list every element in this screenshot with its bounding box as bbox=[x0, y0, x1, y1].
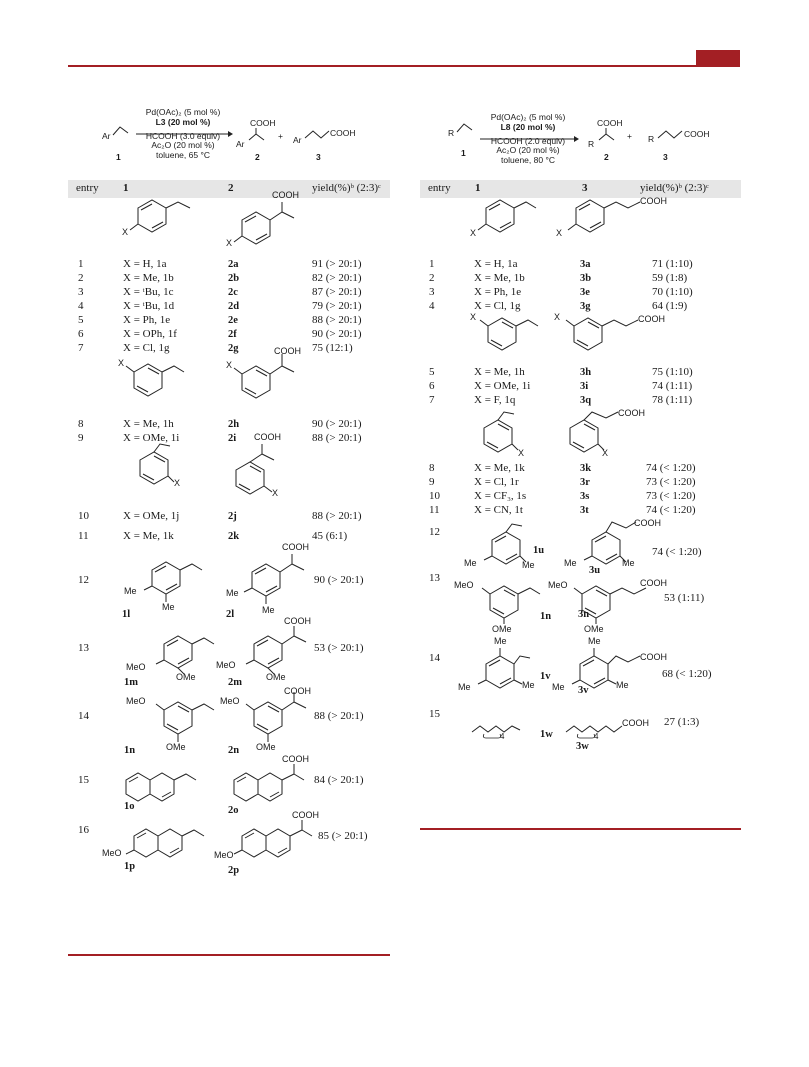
right-struct-para-substrate bbox=[470, 200, 550, 249]
right-scheme-product2-label: R bbox=[648, 134, 655, 144]
x-label: X bbox=[272, 488, 279, 498]
product-label: 2e bbox=[228, 315, 238, 326]
meo-label: MeO bbox=[126, 696, 146, 706]
substrate-label: X = Cl, 1g bbox=[123, 342, 170, 354]
entry-number: 16 bbox=[78, 824, 89, 836]
me-label: Me bbox=[564, 558, 577, 568]
entry-number: 15 bbox=[78, 774, 89, 786]
right-struct-para-product bbox=[556, 196, 670, 249]
entry-number: 7 bbox=[429, 394, 435, 406]
entry-number: 11 bbox=[78, 530, 89, 542]
right-scheme-product2-number: 3 bbox=[663, 152, 668, 162]
product-label: 3r bbox=[580, 477, 590, 488]
x-label: X bbox=[226, 360, 233, 370]
left-scheme-product2-number: 3 bbox=[316, 152, 321, 162]
meo-label: MeO bbox=[102, 848, 122, 858]
product-label: 2c bbox=[228, 287, 238, 298]
entry-number: 10 bbox=[429, 490, 440, 502]
cooh-label: COOH bbox=[282, 542, 309, 552]
left-scheme-substrate-number: 1 bbox=[116, 152, 121, 162]
product-label: 2o bbox=[228, 805, 239, 816]
yield-value: 88 (> 20:1) bbox=[312, 432, 362, 444]
substrate-label: X = Me, 1k bbox=[123, 530, 174, 542]
entry-number: 15 bbox=[429, 708, 440, 720]
yield-value: 88 (> 20:1) bbox=[314, 710, 364, 722]
substrate-label: X = Me, 1b bbox=[474, 272, 525, 284]
right-cond-4: Ac₂O (20 mol %) bbox=[496, 145, 560, 156]
meo-label: MeO bbox=[454, 580, 474, 590]
left-scheme-product1-label: Ar bbox=[236, 139, 245, 149]
yield-value: 68 (< 1:20) bbox=[662, 668, 712, 680]
substrate-label: 1l bbox=[122, 609, 131, 620]
left-struct-para-substrate bbox=[120, 200, 210, 255]
left-scheme-product1-number: 2 bbox=[255, 152, 260, 162]
left-col-yield: yield(%)ᵇ (2:3)ᶜ bbox=[312, 182, 381, 194]
left-table-bottom-rule bbox=[68, 954, 390, 956]
ome-label: OMe bbox=[584, 624, 604, 634]
cooh-label: COOH bbox=[618, 408, 645, 418]
yield-value: 78 (1:11) bbox=[652, 394, 693, 406]
me-label: Me bbox=[162, 602, 175, 612]
right-cond-3: HCOOH (2.0 equiv) bbox=[490, 135, 566, 146]
x-label: X bbox=[518, 448, 525, 458]
substrate-label: X = ᵗBu, 1c bbox=[123, 286, 174, 298]
substrate-label: X = Cl, 1g bbox=[474, 300, 521, 312]
right-struct-ortho-substrate bbox=[480, 416, 540, 461]
entry-number: 4 bbox=[429, 300, 435, 312]
substrate-label: 1w bbox=[540, 729, 553, 740]
right-scheme-substrate-label: R bbox=[448, 128, 455, 138]
left-cond-2: L3 (20 mol %) bbox=[155, 116, 211, 127]
entry-number: 7 bbox=[78, 342, 84, 354]
x-label: X bbox=[174, 478, 181, 488]
me-label: Me bbox=[522, 560, 535, 570]
entry-number: 10 bbox=[78, 510, 89, 522]
product-label: 2f bbox=[228, 329, 237, 340]
substrate-label: X = Me, 1b bbox=[123, 272, 174, 284]
substrate-label: X = Me, 1h bbox=[123, 418, 174, 430]
substrate-label: X = H, 1a bbox=[123, 258, 167, 270]
left-struct-1m bbox=[126, 636, 230, 682]
product-label: 2a bbox=[228, 259, 239, 270]
product-label: 3b bbox=[580, 273, 592, 284]
yield-value: 45 (6:1) bbox=[312, 530, 348, 542]
right-scheme-product1-number: 2 bbox=[604, 152, 609, 162]
yield-value: 73 (< 1:20) bbox=[646, 490, 696, 502]
left-scheme-product1-skeleton bbox=[246, 128, 268, 144]
me-label: Me bbox=[494, 636, 507, 646]
entry-number: 1 bbox=[429, 258, 435, 270]
entry-number: 8 bbox=[429, 462, 435, 474]
yield-value: 53 (1:11) bbox=[664, 592, 705, 604]
ome-label: OMe bbox=[266, 672, 286, 682]
substrate-label: X = Cl, 1r bbox=[474, 476, 519, 488]
substrate-label: X = CF₃, 1s bbox=[474, 490, 527, 502]
entry-number: 1 bbox=[78, 258, 84, 270]
yield-value: 85 (> 20:1) bbox=[318, 830, 368, 842]
cooh-label: COOH bbox=[274, 346, 301, 356]
right-col-substrate: 1 bbox=[475, 182, 481, 194]
yield-value: 91 (> 20:1) bbox=[312, 258, 362, 270]
entry-number: 14 bbox=[78, 710, 89, 722]
substrate-label: 1o bbox=[124, 801, 135, 812]
cooh-label: COOH bbox=[622, 718, 649, 728]
cooh-label: COOH bbox=[254, 432, 281, 442]
right-scheme-plus: + bbox=[627, 131, 632, 141]
right-scheme-arrow bbox=[480, 135, 580, 143]
right-struct-1w bbox=[470, 712, 540, 745]
meo-label: MeO bbox=[220, 696, 240, 706]
left-cond-3: HCOOH (3.0 equiv) bbox=[145, 130, 221, 141]
product-label: 3h bbox=[580, 367, 592, 378]
right-col-entry: entry bbox=[428, 182, 451, 194]
cooh-label: COOH bbox=[638, 314, 665, 324]
me-label: Me bbox=[522, 680, 535, 690]
yield-value: 27 (1:3) bbox=[664, 716, 700, 728]
me-label: Me bbox=[622, 558, 635, 568]
yield-value: 90 (> 20:1) bbox=[314, 574, 364, 586]
right-table-header bbox=[420, 180, 741, 198]
x-label: X bbox=[602, 448, 609, 458]
right-struct-meta-substrate bbox=[470, 312, 554, 363]
me-label: Me bbox=[616, 680, 629, 690]
entry-number: 6 bbox=[78, 328, 84, 340]
left-scheme-substrate-label: Ar bbox=[102, 131, 111, 141]
substrate-label: 1v bbox=[540, 671, 551, 682]
substrate-label: X = H, 1a bbox=[474, 258, 518, 270]
meo-label: MeO bbox=[214, 850, 234, 860]
left-scheme-product1-acid: COOH bbox=[250, 118, 276, 128]
yield-value: 88 (> 20:1) bbox=[312, 510, 362, 522]
entry-number: 9 bbox=[78, 432, 84, 444]
entry-number: 2 bbox=[78, 272, 84, 284]
product-label: 3n bbox=[578, 609, 590, 620]
cooh-label: COOH bbox=[640, 652, 667, 662]
right-struct-ortho-product bbox=[566, 408, 666, 461]
yield-value: 90 (> 20:1) bbox=[312, 418, 362, 430]
product-label: 3a bbox=[580, 259, 591, 270]
right-struct-meta-product bbox=[554, 312, 670, 363]
right-scheme-product2-acid: COOH bbox=[684, 129, 710, 139]
header-rule bbox=[68, 65, 740, 67]
product-label: 2b bbox=[228, 273, 240, 284]
substrate-label: 1n bbox=[540, 611, 552, 622]
substrate-label: X = OMe, 1i bbox=[123, 432, 180, 444]
right-col-product: 3 bbox=[582, 182, 588, 194]
x-label: X bbox=[470, 228, 477, 238]
left-struct-para-product bbox=[226, 190, 318, 259]
left-struct-2o bbox=[228, 754, 328, 811]
substrate-label: X = OMe, 1i bbox=[474, 380, 531, 392]
substrate-label: 1n bbox=[124, 745, 136, 756]
right-scheme-substrate-number: 1 bbox=[461, 148, 466, 158]
substrate-label: X = Ph, 1e bbox=[474, 286, 522, 298]
left-struct-1l bbox=[124, 562, 218, 612]
meo-label: MeO bbox=[216, 660, 236, 670]
yield-value: 74 (1:11) bbox=[652, 380, 693, 392]
cooh-label: COOH bbox=[292, 810, 319, 820]
yield-value: 59 (1:8) bbox=[652, 272, 688, 284]
right-scheme-substrate-vinyl bbox=[456, 122, 474, 134]
yield-value: 87 (> 20:1) bbox=[312, 286, 362, 298]
cooh-label: COOH bbox=[282, 754, 309, 764]
product-label: 2l bbox=[226, 609, 235, 620]
x-label: X bbox=[118, 358, 125, 368]
entry-number: 3 bbox=[429, 286, 435, 298]
entry-number: 5 bbox=[78, 314, 84, 326]
left-scheme-plus: + bbox=[278, 131, 283, 141]
x-label: X bbox=[122, 227, 129, 237]
cooh-label: COOH bbox=[634, 518, 661, 528]
right-col-yield: yield(%)ᵇ (2:3)ᶜ bbox=[640, 182, 709, 194]
left-struct-1o bbox=[120, 770, 220, 811]
yield-value: 74 (< 1:20) bbox=[646, 462, 696, 474]
substrate-label: 1p bbox=[124, 861, 136, 872]
product-label: 3v bbox=[578, 685, 589, 696]
entry-number: 12 bbox=[78, 574, 89, 586]
right-cond-2: L8 (20 mol %) bbox=[500, 121, 556, 132]
ome-label: OMe bbox=[176, 672, 196, 682]
substrate-label: X = Me, 1k bbox=[474, 462, 525, 474]
product-label: 2m bbox=[228, 677, 242, 688]
right-scheme-product2-chain bbox=[657, 128, 687, 140]
entry-number: 12 bbox=[429, 526, 440, 538]
yield-value: 74 (< 1:20) bbox=[646, 504, 696, 516]
product-label: 2h bbox=[228, 419, 240, 430]
x-label: X bbox=[226, 238, 233, 248]
yield-value: 71 (1:10) bbox=[652, 258, 693, 270]
left-cond-5: toluene, 65 °C bbox=[156, 150, 210, 161]
entry-number: 5 bbox=[429, 366, 435, 378]
entry-number: 13 bbox=[78, 642, 89, 654]
header-tab bbox=[696, 50, 740, 67]
left-scheme-arrow bbox=[136, 130, 234, 138]
left-scheme-product2-label: Ar bbox=[293, 135, 302, 145]
ome-label: OMe bbox=[166, 742, 186, 752]
yield-value: 64 (1:9) bbox=[652, 300, 688, 312]
meo-label: MeO bbox=[548, 580, 568, 590]
yield-value: 88 (> 20:1) bbox=[312, 314, 362, 326]
substrate-label: X = F, 1q bbox=[474, 394, 516, 406]
product-label: 3s bbox=[580, 491, 590, 502]
right-cond-1: Pd(OAc)₂ (5 mol %) bbox=[490, 112, 566, 122]
right-scheme-product1-skeleton bbox=[596, 128, 618, 144]
right-scheme-product1-label: R bbox=[588, 139, 595, 149]
yield-value: 79 (> 20:1) bbox=[312, 300, 362, 312]
left-cond-1: Pd(OAc)₂ (5 mol %) bbox=[145, 107, 221, 117]
me-label: Me bbox=[124, 586, 137, 596]
product-label: 3w bbox=[576, 741, 589, 752]
me-label: Me bbox=[588, 636, 601, 646]
x-label: X bbox=[470, 312, 477, 322]
x-label: X bbox=[556, 228, 563, 238]
yield-value: 73 (< 1:20) bbox=[646, 476, 696, 488]
entry-number: 4 bbox=[78, 300, 84, 312]
substrate-label: X = ᵗBu, 1d bbox=[123, 300, 175, 312]
cooh-label: COOH bbox=[272, 190, 299, 200]
entry-number: 2 bbox=[429, 272, 435, 284]
product-label: 2j bbox=[228, 511, 237, 522]
left-struct-ortho-substrate bbox=[136, 448, 196, 493]
entry-number: 3 bbox=[78, 286, 84, 298]
yield-value: 82 (> 20:1) bbox=[312, 272, 362, 284]
me-label: Me bbox=[552, 682, 565, 692]
me-label: Me bbox=[464, 558, 477, 568]
me-label: Me bbox=[262, 605, 275, 615]
entry-number: 8 bbox=[78, 418, 84, 430]
yield-value: 75 (1:10) bbox=[652, 366, 693, 378]
substrate-label: 1u bbox=[533, 545, 545, 556]
right-scheme-product1-acid: COOH bbox=[597, 118, 623, 128]
left-cond-4: Ac₂O (20 mol %) bbox=[151, 140, 215, 151]
entry-number: 14 bbox=[429, 652, 440, 664]
product-label: 2i bbox=[228, 433, 237, 444]
product-label: 3q bbox=[580, 395, 592, 406]
product-label: 3i bbox=[580, 381, 589, 392]
entry-number: 6 bbox=[429, 380, 435, 392]
product-label: 2n bbox=[228, 745, 240, 756]
yield-value: 74 (< 1:20) bbox=[652, 546, 702, 558]
product-label: 2g bbox=[228, 343, 239, 354]
substrate-label: X = OMe, 1j bbox=[123, 510, 180, 522]
cooh-label: COOH bbox=[640, 578, 667, 588]
substrate-label: X = CN, 1t bbox=[474, 504, 523, 516]
entry-number: 9 bbox=[429, 476, 435, 488]
left-col-substrate: 1 bbox=[123, 182, 129, 194]
product-label: 3k bbox=[580, 463, 592, 474]
product-label: 3u bbox=[589, 565, 601, 576]
product-label: 3g bbox=[580, 301, 591, 312]
subscript-4: 4 bbox=[500, 732, 505, 741]
product-label: 2p bbox=[228, 865, 240, 876]
me-label: Me bbox=[458, 682, 471, 692]
left-scheme-product2-acid: COOH bbox=[330, 128, 356, 138]
yield-value: 84 (> 20:1) bbox=[314, 774, 364, 786]
substrate-label: X = Ph, 1e bbox=[123, 314, 171, 326]
left-scheme-substrate-vinyl bbox=[112, 125, 130, 137]
right-table-bottom-rule bbox=[420, 828, 741, 830]
ome-label: OMe bbox=[256, 742, 276, 752]
substrate-label: X = Me, 1h bbox=[474, 366, 525, 378]
cooh-label: COOH bbox=[284, 616, 311, 626]
substrate-label: X = OPh, 1f bbox=[123, 328, 177, 340]
right-cond-5: toluene, 80 °C bbox=[501, 155, 555, 166]
cooh-label: COOH bbox=[640, 196, 667, 206]
product-label: 3e bbox=[580, 287, 590, 298]
yield-value: 53 (> 20:1) bbox=[314, 642, 364, 654]
ome-label: OMe bbox=[492, 624, 512, 634]
entry-number: 13 bbox=[429, 572, 440, 584]
x-label: X bbox=[554, 312, 561, 322]
subscript-4: 4 bbox=[594, 732, 599, 741]
cooh-label: COOH bbox=[284, 686, 311, 696]
entry-number: 11 bbox=[429, 504, 440, 516]
yield-value: 90 (> 20:1) bbox=[312, 328, 362, 340]
product-label: 3t bbox=[580, 505, 589, 516]
substrate-label: 1m bbox=[124, 677, 138, 688]
left-struct-meta-substrate bbox=[118, 358, 190, 409]
right-struct-3w bbox=[564, 712, 649, 745]
meo-label: MeO bbox=[126, 662, 146, 672]
product-label: 2d bbox=[228, 301, 240, 312]
yield-value: 70 (1:10) bbox=[652, 286, 693, 298]
left-col-product: 2 bbox=[228, 182, 234, 194]
left-col-entry: entry bbox=[76, 182, 99, 194]
product-label: 2k bbox=[228, 531, 240, 542]
me-label: Me bbox=[226, 588, 239, 598]
yield-value: 75 (12:1) bbox=[312, 342, 353, 354]
